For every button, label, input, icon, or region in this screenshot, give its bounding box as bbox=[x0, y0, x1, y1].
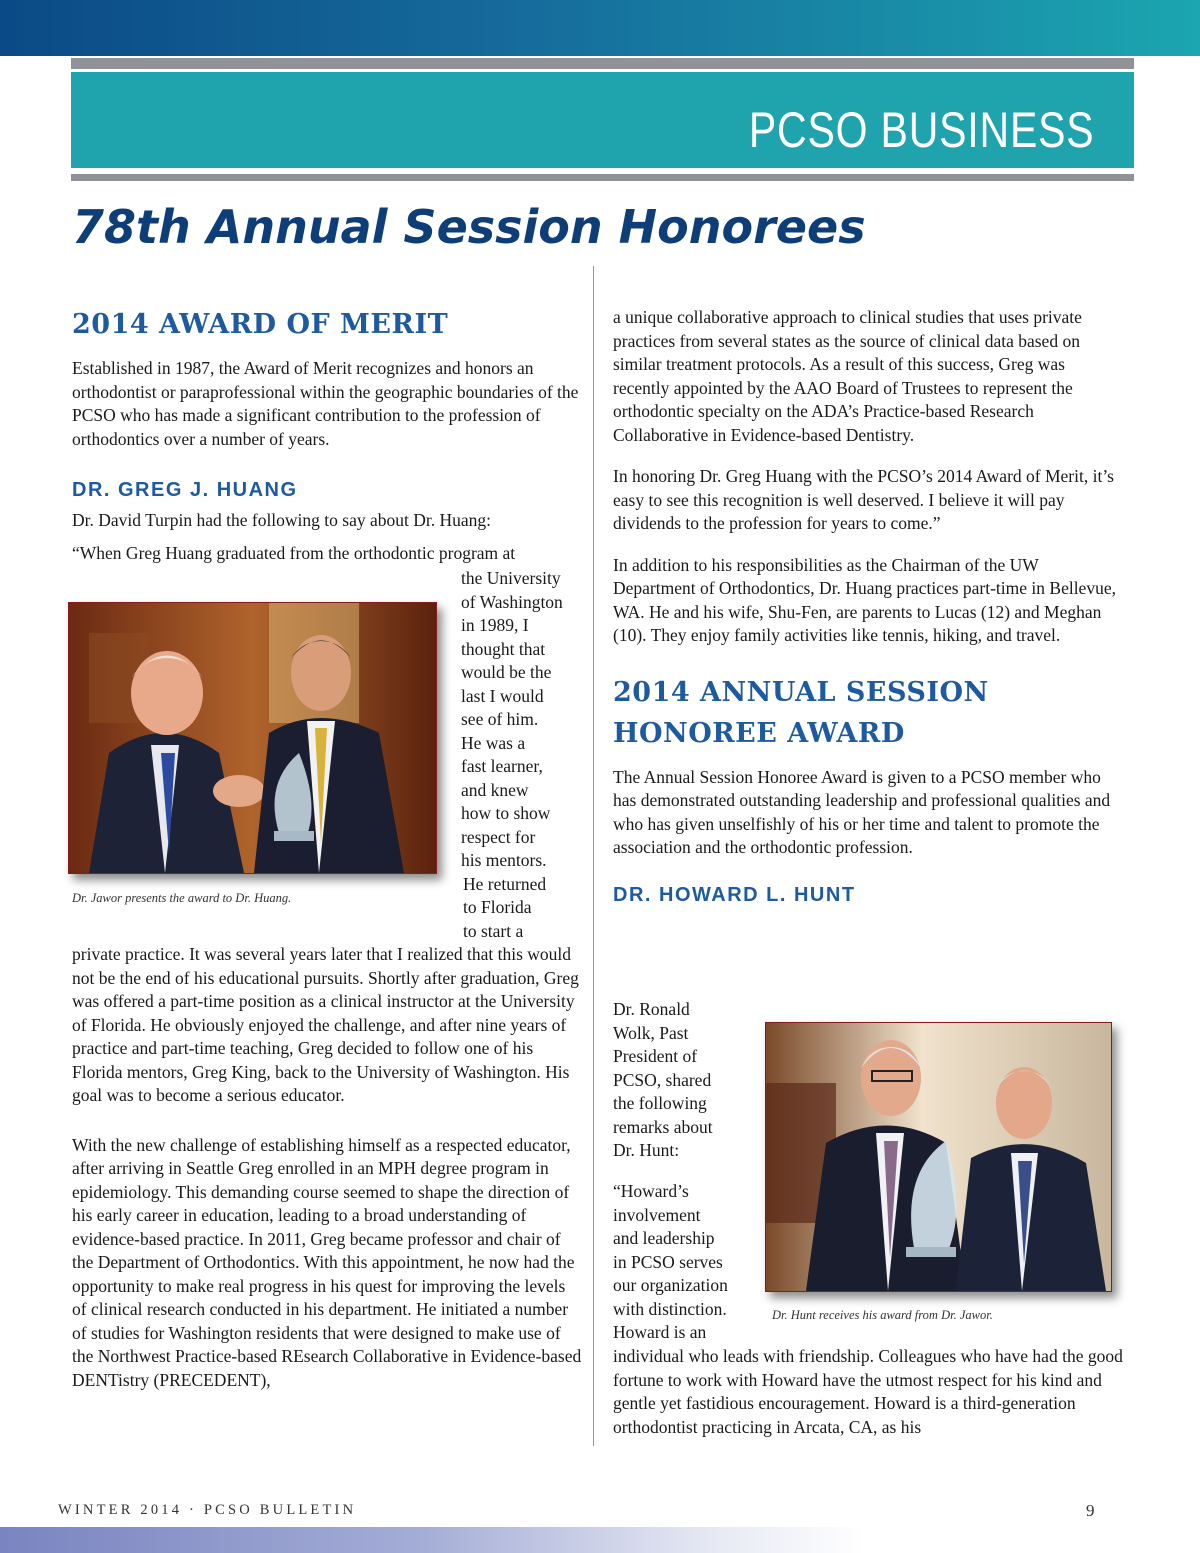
quote-wrap-text bbox=[461, 567, 591, 943]
top-color-bar bbox=[0, 0, 1200, 56]
hunt-wrap-text-b bbox=[613, 1180, 763, 1345]
hunt-photo-caption: Dr. Hunt receives his award from Dr. Jawor. bbox=[772, 1308, 993, 1322]
section-title: PCSO BUSINESS bbox=[748, 102, 1094, 158]
wrap-line: fast learner, bbox=[461, 756, 543, 776]
wrap-line: Dr. Ronald bbox=[613, 999, 690, 1019]
left-column-top bbox=[72, 305, 582, 565]
honoree-award-heading-line2: HONOREE AWARD bbox=[613, 717, 905, 749]
wrap-line: involvement bbox=[613, 1204, 701, 1225]
wrap-line: to start a bbox=[463, 920, 524, 941]
footer-publication: WINTER 2014 · PCSO BULLETIN bbox=[58, 1502, 357, 1518]
column-divider bbox=[593, 266, 594, 1446]
huang-photo-caption: Dr. Jawor presents the award to Dr. Huang. bbox=[72, 891, 292, 905]
bottom-color-bar bbox=[0, 1527, 1200, 1553]
wrap-line: “Howard’s bbox=[613, 1181, 689, 1201]
quote-first-line: “When Greg Huang graduated from the orthodontic program at bbox=[72, 542, 516, 563]
header-rule-bottom bbox=[71, 174, 1134, 181]
huang-paragraph-3: a unique collaborative approach to clinical studies that uses private practices from several states as the source of clinical data based on similar treatment protocols. As a result of this success, Greg was recently appointed by the AAO Board of Trustees to represent the orthodontic specialty on the ADA’s Practice-based Research Collaborative in Evidence-based Dentistry. bbox=[613, 307, 1082, 445]
wrap-line: of Washington bbox=[461, 591, 563, 612]
huang-paragraph-5: In addition to his responsibilities as the Chairman of the UW Department of Orthodontics, Dr. Huang practices part-time in Bellevue, WA. He and his wife, Shu-Fen, are parents to Lucas (12) and Meghan (10). They enjoy family activities like tennis, hiking, and travel. bbox=[613, 554, 1116, 645]
wrap-line: in 1989, I bbox=[461, 615, 529, 635]
wrap-line: remarks about bbox=[613, 1116, 713, 1137]
turpin-lead: Dr. David Turpin had the following to say about Dr. Huang: bbox=[72, 510, 492, 530]
wrap-line: and leadership bbox=[613, 1228, 715, 1248]
section-banner bbox=[71, 72, 1134, 168]
award-of-merit-intro: Established in 1987, the Award of Merit recognizes and honors an orthodontist or paraprofessional within the geographic boundaries of the PCSO who has made a significant contribution to the profession of orthodontics over a number of years. bbox=[72, 358, 579, 449]
wrap-line: how to show bbox=[461, 803, 551, 823]
right-column-bottom bbox=[613, 1345, 1123, 1439]
right-column-top bbox=[613, 306, 1123, 908]
hunt-wrap-text-a bbox=[613, 998, 763, 1163]
wrap-line: and knew bbox=[461, 779, 529, 800]
hunt-award-photo bbox=[765, 1022, 1112, 1292]
howard-hunt-heading: DR. HOWARD L. HUNT bbox=[613, 883, 856, 906]
wrap-line: Howard is an bbox=[613, 1322, 707, 1342]
wrap-line: thought that bbox=[461, 638, 546, 659]
hunt-paragraph-continue: individual who leads with friendship. Colleagues who have had the good fortune to work with Howard have the utmost respect for his kind and gentle yet fastidious encouragement. Howard is a third-generation orthodontist practicing in Arcata, CA, as his bbox=[613, 1346, 1123, 1437]
greg-huang-heading: DR. GREG J. HUANG bbox=[72, 479, 298, 501]
award-of-merit-heading: 2014 AWARD OF MERIT bbox=[72, 309, 449, 340]
huang-award-photo bbox=[68, 602, 437, 874]
wrap-line: the University bbox=[461, 568, 561, 588]
wrap-line: He returned bbox=[463, 873, 547, 894]
wrap-line: our organization bbox=[613, 1275, 728, 1295]
wrap-line: with distinction. bbox=[613, 1298, 727, 1319]
wrap-line: the following bbox=[613, 1093, 707, 1113]
honoree-award-intro: The Annual Session Honoree Award is given to a PCSO member who has demonstrated outstanding leadership and professional qualities and who has given unselfishly of his or her time and talent to promote the association and the orthodontic profession. bbox=[613, 766, 1111, 857]
huang-paragraph-continue: private practice. It was several years later that I realized that this would not be the end of his educational pursuits. Shortly after graduation, Greg was offered a part-time position as a clinical instructor at the University of Florida. He obviously enjoyed the challenge, and after nine years of practice and part-time teaching, Greg decided to follow one of his Florida mentors, Greg King, back to the University of Washington. His goal was to become a serious educator. bbox=[72, 944, 579, 1105]
left-column-bottom bbox=[72, 943, 582, 1392]
wrap-line: President of bbox=[613, 1046, 698, 1066]
wrap-line: see of him. bbox=[461, 709, 539, 729]
huang-paragraph-2: With the new challenge of establishing himself as a respected educator, after arriving in Seattle Greg enrolled in an MPH degree program in epidemiology. This demanding course seemed to shape the direction of his early career in education, leading to a broad understanding of evidence-based practice. In 2011, Greg became professor and chair of the Department of Orthodontics. With this appointment, he now had the opportunity to make real progress in his quest for improving the levels of clinical research conducted in his department. He initiated a number of studies for Washington residents that were designed to make use of the Northwest Practice-based REsearch Collaborative in Evidence-based DENTistry (PRECEDENT), bbox=[72, 1134, 582, 1390]
wrap-line: his mentors. bbox=[461, 850, 547, 870]
wrap-line: PCSO, shared bbox=[613, 1069, 712, 1090]
wrap-line: in PCSO serves bbox=[613, 1251, 723, 1272]
wrap-line: Dr. Hunt: bbox=[613, 1140, 680, 1160]
header-rule-top bbox=[71, 58, 1134, 69]
wrap-line: Wolk, Past bbox=[613, 1022, 689, 1043]
wrap-line: to Florida bbox=[463, 897, 532, 917]
honoree-award-heading-line1: 2014 ANNUAL SESSION bbox=[613, 676, 989, 708]
wrap-line: He was a bbox=[461, 732, 526, 753]
wrap-line: respect for bbox=[461, 826, 536, 847]
page-title: 78th Annual Session Honorees bbox=[72, 200, 866, 254]
wrap-line: last I would bbox=[461, 685, 544, 706]
huang-paragraph-4: In honoring Dr. Greg Huang with the PCSO’s 2014 Award of Merit, it’s easy to see this recognition is well deserved. I believe it will pay dividends to the profession for years to come.” bbox=[613, 466, 1114, 533]
page-number: 9 bbox=[1086, 1501, 1095, 1520]
wrap-line: would be the bbox=[461, 662, 552, 682]
